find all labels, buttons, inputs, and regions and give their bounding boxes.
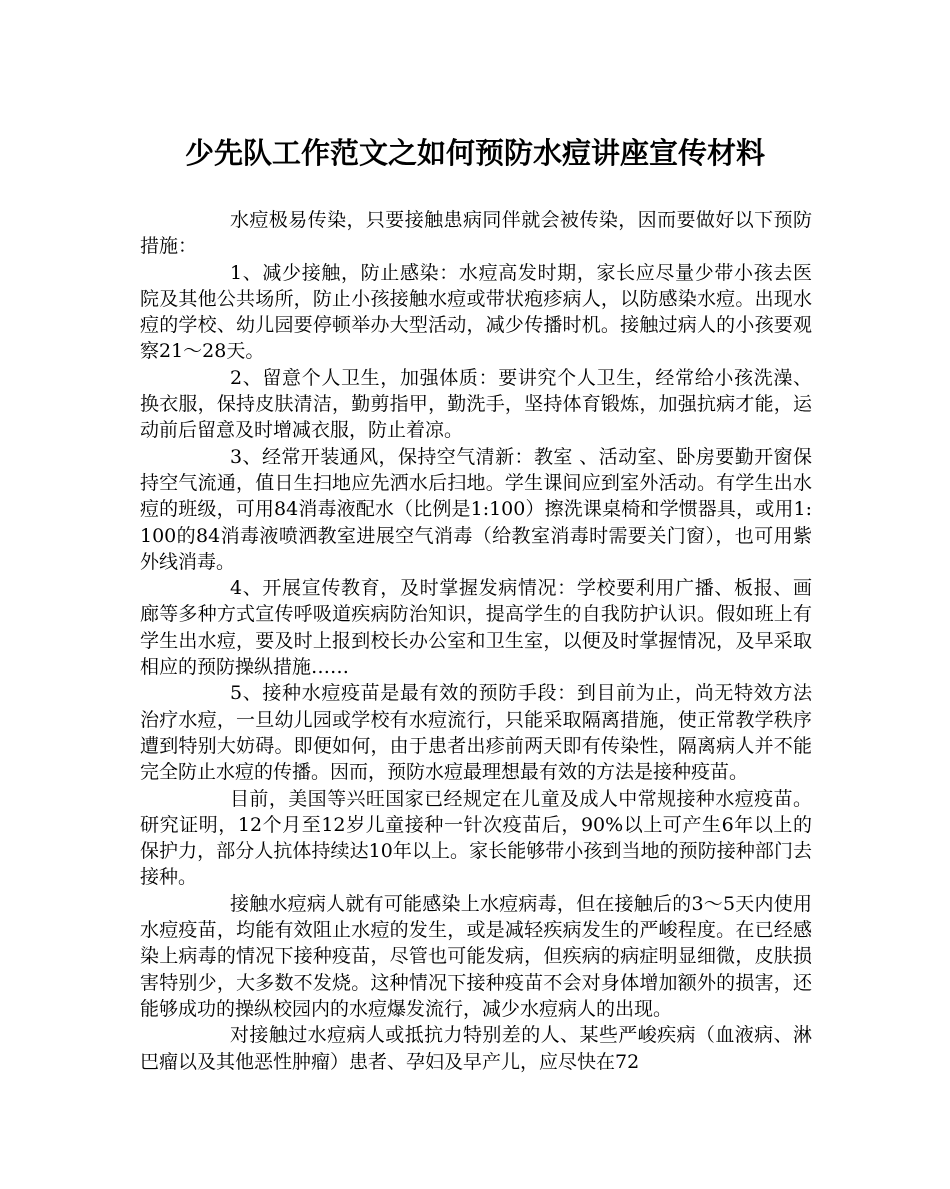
paragraph-education: 4、开展宣传教育，及时掌握发病情况：学校要利用广播、板报、画廊等多种方式宣传呼吸道疾病防治知识，提高学生的自我防护认识。假如班上有学生出水痘，要及时上报到校长办公室和卫生室，以便及时掌握情况，及早采取相应的预防操纵措施…… (140, 577, 812, 679)
paragraph-ventilation: 3、经常开装通风，保持空气清新：教室 、活动室、卧房要勤开窗保持空气流通，值日生扫地应先洒水后扫地。学生课间应到室外活动。有学生出水痘的班级，可用84消毒液配水（比例是1:100）擦洗课桌椅和学惯器具，或用1:100的84消毒液喷洒教室进展空气消毒（给教室消毒时需要关门窗），也可用紫外线消毒。 (140, 445, 812, 573)
paragraph-current-status: 目前，美国等兴旺国家已经规定在儿童及成人中常规接种水痘疫苗。研究证明，12个月至12岁儿童接种一针次疫苗后，90%以上可产生6年以上的保护力，部分人抗体持续达10年以上。家长能够带小孩到当地的预防接种部门去接种。 (140, 787, 812, 889)
paragraph-vaccination: 5、接种水痘疫苗是最有效的预防手段：到目前为止，尚无特效方法治疗水痘，一旦幼儿园或学校有水痘流行，只能采取隔离措施，使正常教学秩序遭到特别大妨碍。即便如何，由于患者出疹前两天即有传染性，隔离病人并不能完全防止水痘的传播。因而，预防水痘最理想最有效的方法是接种疫苗。 (140, 682, 812, 784)
document-title: 少先队工作范文之如何预防水痘讲座宣传材料 (184, 136, 765, 170)
paragraph-intro: 水痘极易传染，只要接触患病同伴就会被传染，因而要做好以下预防措施： (140, 209, 812, 258)
paragraph-reduce-contact: 1、减少接触，防止感染：水痘高发时期，家长应尽量少带小孩去医院及其他公共场所，防止小孩接触水痘或带状疱疹病人，以防感染水痘。出现水痘的学校、幼儿园要停顿举办大型活动，减少传播时机。接触过病人的小孩要观察21～28天。 (140, 261, 812, 363)
paragraph-high-risk: 对接触过水痘病人或抵抗力特别差的人、某些严峻疾病（血液病、淋巴瘤以及其他恶性肿瘤）患者、孕妇及早产儿，应尽快在72 (140, 1024, 812, 1073)
document-body (140, 207, 812, 1075)
paragraph-post-exposure: 接触水痘病人就有可能感染上水痘病毒，但在接触后的3～5天内使用水痘疫苗，均能有效阻止水痘的发生，或是减轻疾病发生的严峻程度。在已经感染上病毒的情况下接种疫苗，尽管也可能发病，但疾病的病症明显细微，皮肤损害特别少，大多数不发烧。这种情况下接种疫苗不会对身体增加额外的损害，还能够成功的操纵校园内的水痘爆发流行，减少水痘病人的出现。 (140, 892, 812, 1020)
paragraph-personal-hygiene: 2、留意个人卫生，加强体质：要讲究个人卫生，经常给小孩洗澡、换衣服，保持皮肤清洁，勤剪指甲，勤洗手，坚持体育锻炼，加强抗病才能，运动前后留意及时增减衣服，防止着凉。 (140, 366, 812, 442)
